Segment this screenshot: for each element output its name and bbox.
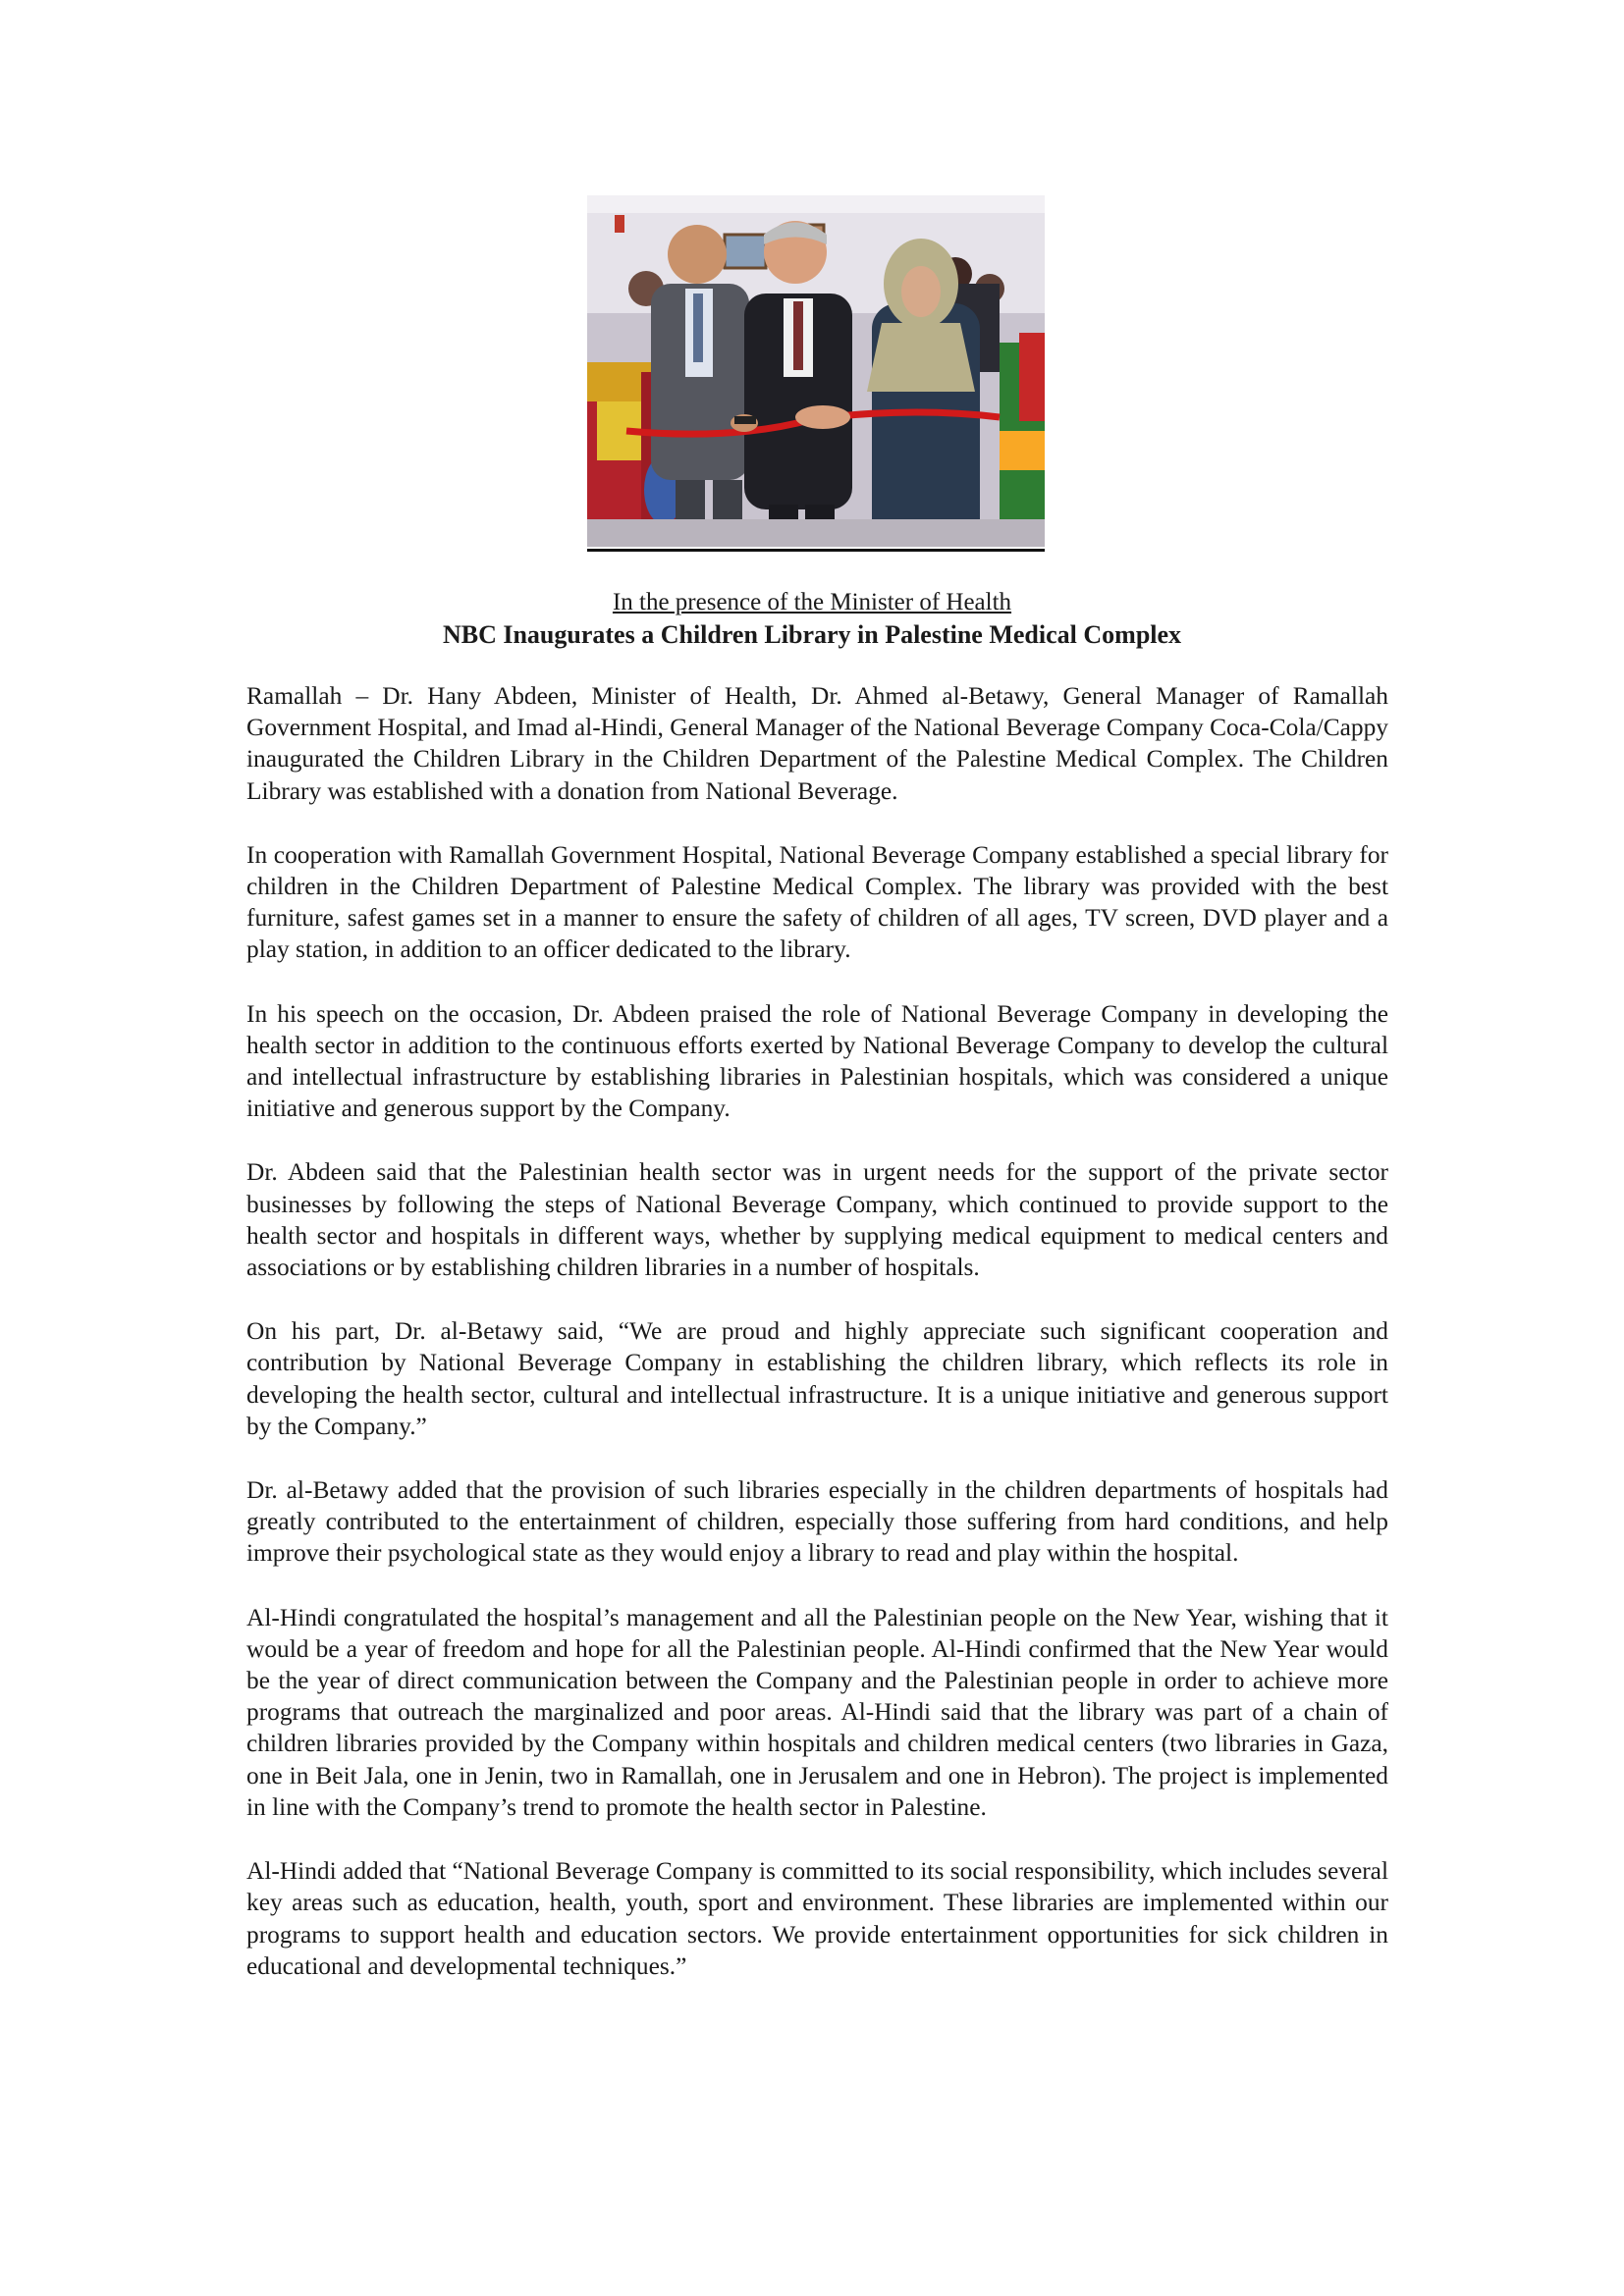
paragraph: Ramallah – Dr. Hany Abdeen, Minister of Health, Dr. Ahmed al-Betawy, General Manager of Ramallah Government Hospital, and Imad al-Hindi, General Manager of the National Beverage Company Coca-Cola/Cappy inaugurated the Children Library in the Children Department of the Palestine Medical Complex. The Children Library was established with a donation from National Beverage. — [246, 682, 1388, 805]
paragraph: In his speech on the occasion, Dr. Abdeen praised the role of National Beverage Company in developing the health sector in addition to the continuous efforts exerted by National Beverage Company to develop the cultural and intellectual infrastructure by establishing libraries in Palestinian hospitals, which was considered a unique initiative and generous support by the Company. — [246, 999, 1388, 1123]
ribbon-cutting-photo-icon — [587, 195, 1045, 547]
paragraph: Dr. Abdeen said that the Palestinian health sector was in urgent needs for the support of the private sector businesses by following the steps of National Beverage Company, which continued to provide support to the health sector and hospitals in different ways, whether by supplying medical equipment to medical centers and associations or by establishing children libraries in a number of hospitals. — [246, 1158, 1388, 1282]
paragraph: On his part, Dr. al-Betawy said, “We are proud and highly appreciate such significant cooperation and contribution by National Beverage Company in establishing the children library, which reflects its role in developing the health sector, cultural and intellectual infrastructure. It is a unique initiative and generous support by the Company.” — [246, 1317, 1388, 1440]
paragraph: In cooperation with Ramallah Government Hospital, National Beverage Company established a special library for children in the Children Department of Palestine Medical Complex. The library was provided with the best furniture, safest games set in a manner to ensure the safety of children of all ages, TV screen, DVD player and a play station, in addition to an officer dedicated to the library. — [246, 840, 1388, 964]
photo-underline — [587, 549, 1045, 552]
paragraph: Al-Hindi congratulated the hospital’s management and all the Palestinian people on the New Year, wishing that it would be a year of freedom and hope for all the Palestinian people. Al-Hindi confirmed that the New Year would be the year of direct communication between the Company and the Palestinian people in order to achieve more programs that outreach the marginalized and poor areas. Al-Hindi said that the library was part of a chain of children libraries provided by the Company within hospitals and children medical centers (two libraries in Gaza, one in Beit Jala, one in Jenin, two in Ramallah, one in Jerusalem and one in Hebron). The project is implemented in line with the Company’s trend to promote the health sector in Palestine. — [246, 1603, 1388, 1821]
article-kicker: In the presence of the Minister of Health — [612, 589, 1012, 615]
paragraph: Dr. al-Betawy added that the provision of such libraries especially in the children departments of hospitals had greatly contributed to the entertainment of children, especially those suffering from hard conditions, and help improve their psychological state as they would enjoy a library to read and play within the hospital. — [246, 1476, 1388, 1568]
article-photo — [587, 195, 1045, 553]
paragraph: Al-Hindi added that “National Beverage Company is committed to its social responsibility, which includes several key areas such as education, health, youth, sport and environment. These libraries are implemented within our programs to support health and education sectors. We provide entertainment opportunities for sick children in educational and developmental techniques.” — [246, 1857, 1388, 1980]
article-headline: NBC Inaugurates a Children Library in Palestine Medical Complex — [442, 620, 1182, 649]
article-body — [246, 680, 1388, 2014]
